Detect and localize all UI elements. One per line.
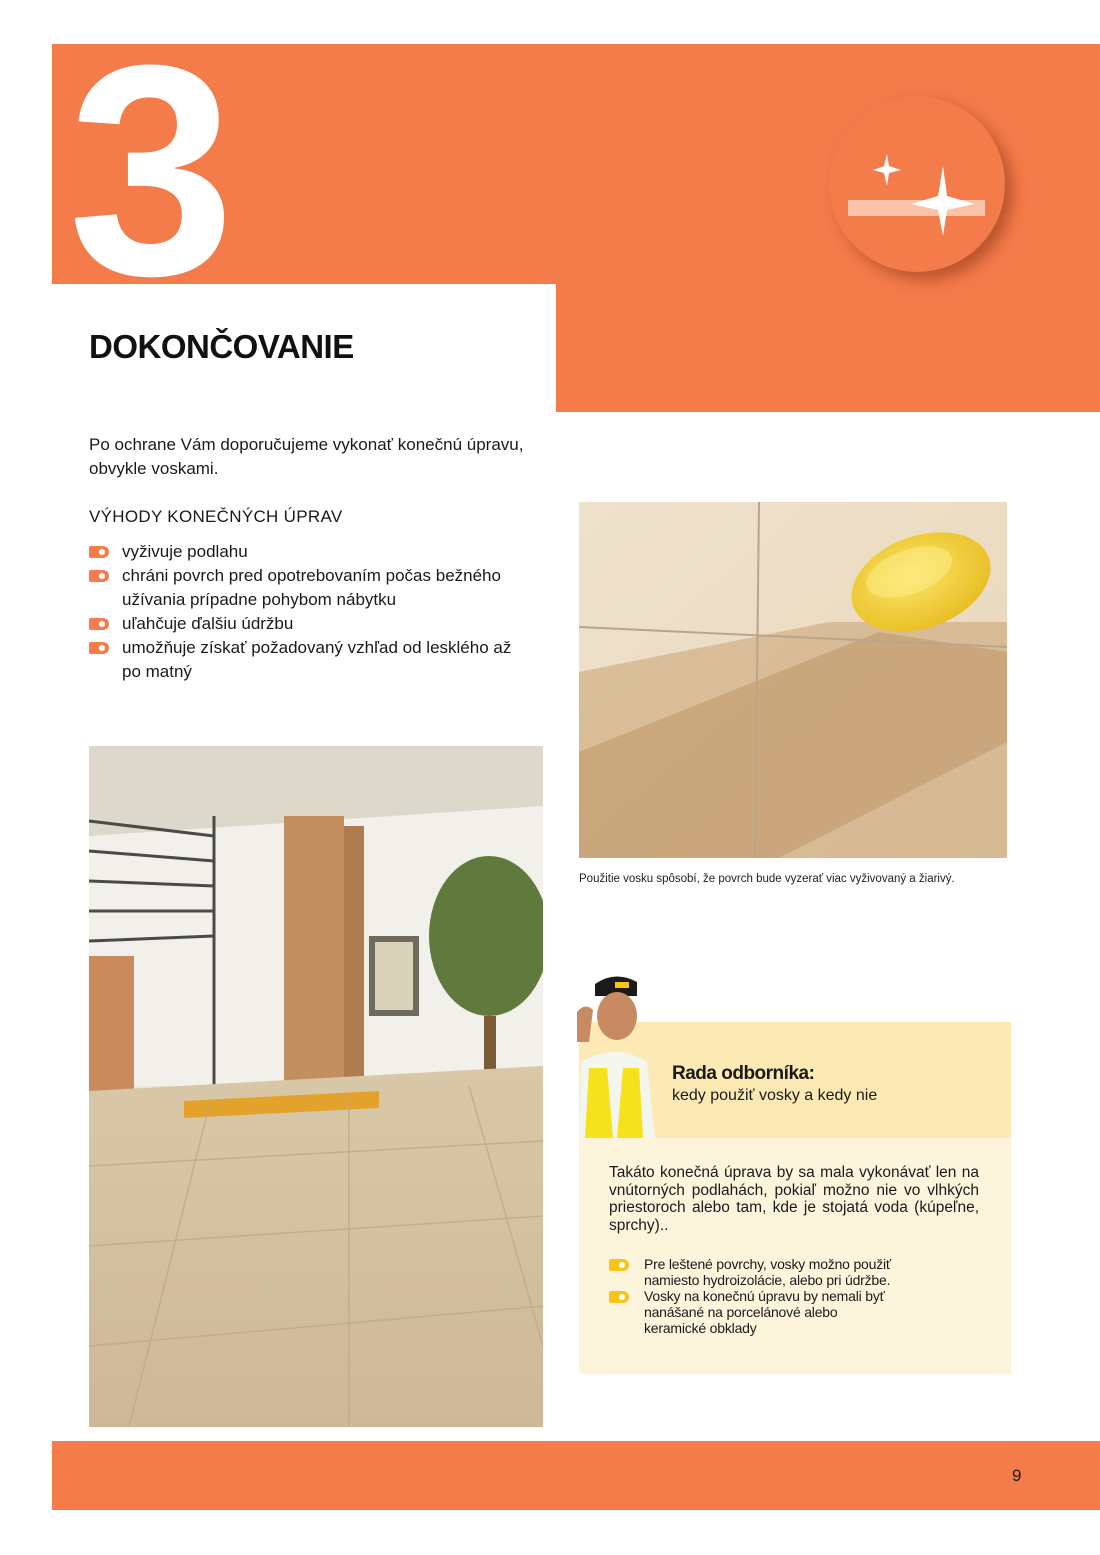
benefits-list — [89, 540, 529, 684]
bullet-tag-icon — [89, 618, 109, 630]
list-item: umožňuje získať požadovaný vzhľad od lesklého až po matný — [89, 636, 529, 684]
footer-band — [52, 1441, 1100, 1510]
bullet-tag-icon — [609, 1291, 629, 1303]
sparkle-icon — [829, 96, 1005, 272]
list-item: uľahčuje ďalšiu údržbu — [89, 612, 529, 636]
sponge-waxing-photo — [579, 502, 1007, 858]
photo-caption: Použitie vosku spôsobí, že povrch bude vyzerať viac vyživovaný a žiarivý. — [579, 873, 955, 885]
list-item: vyživuje podlahu — [89, 540, 529, 564]
expert-body-text: Takáto konečná úprava by sa mala vykonávať len na vnútorných podlahách, pokiaľ možno nie vo vlhkých priestoroch alebo tam, kde je stojatá voda (kúpeľne, sprchy).. — [609, 1164, 979, 1234]
expert-subtitle: kedy použiť vosky a kedy nie — [672, 1087, 878, 1104]
sparkle-badge — [829, 96, 1005, 272]
benefits-heading: VÝHODY KONEČNÝCH ÚPRAV — [89, 507, 343, 526]
bullet-tag-icon — [609, 1259, 629, 1271]
intro-paragraph: Po ochrane Vám doporučujeme vykonať konečnú úpravu, obvykle voskami. — [89, 435, 524, 478]
list-item: Vosky na konečnú úpravu by nemali byť nanášané na porcelánové alebo keramické obklady — [609, 1288, 899, 1336]
bullet-tag-icon — [89, 642, 109, 654]
list-item: Pre leštené povrchy, vosky možno použiť namiesto hydroizolácie, alebo pri údržbe. — [609, 1256, 899, 1288]
expert-avatar — [577, 972, 667, 1138]
interior-floor-photo — [89, 746, 543, 1427]
expert-title: Rada odborníka: — [672, 1063, 815, 1084]
header-band-extension — [556, 284, 1100, 412]
expert-tips-list — [609, 1256, 899, 1336]
chapter-title: DOKONČOVANIE — [89, 328, 354, 365]
bullet-tag-icon — [89, 570, 109, 582]
page-number: 9 — [1012, 1466, 1022, 1485]
bullet-tag-icon — [89, 546, 109, 558]
list-item: chráni povrch pred opotrebovaním počas bežného užívania prípadne pohybom nábytku — [89, 564, 529, 612]
chapter-number: 3 — [68, 20, 227, 284]
